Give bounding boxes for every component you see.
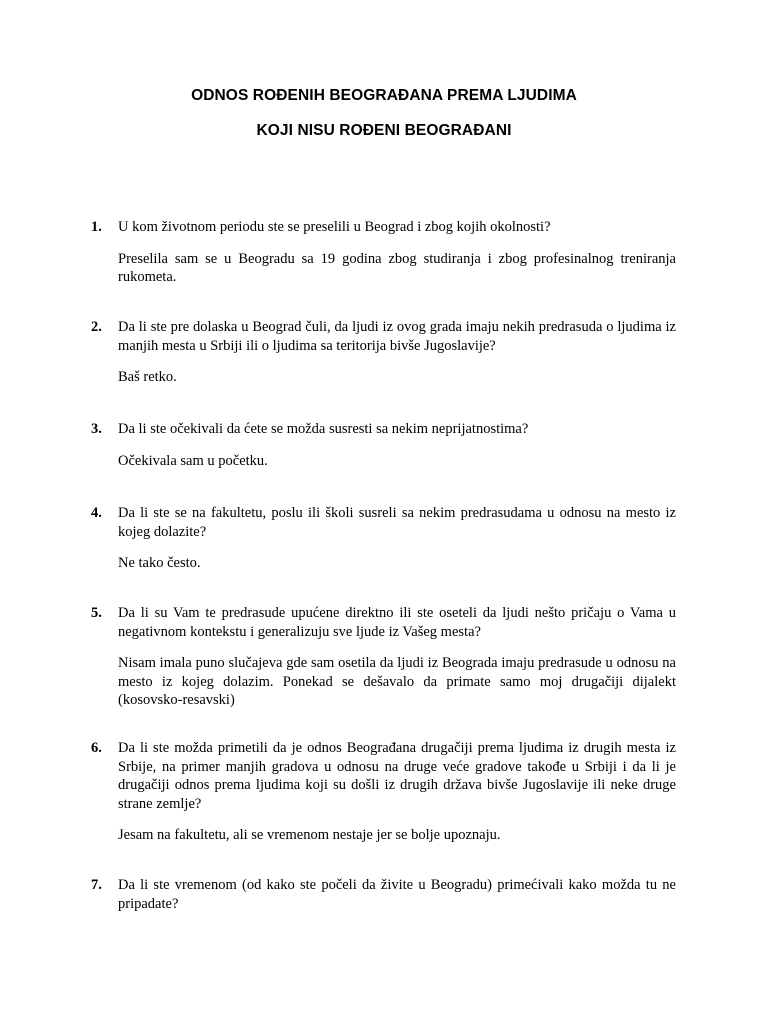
question-item-5	[91, 604, 676, 710]
document-title-line-2: KOJI NISU ROĐENI BEOGRAĐANI	[256, 122, 512, 139]
question-text: Da li ste se na fakultetu, poslu ili školi susreli sa nekim predrasudama u odnosu na mesto iz kojeg dolazite?	[118, 505, 676, 540]
question-text: Da li ste možda primetili da je odnos Beograđana drugačiji prema ljudima iz drugih mesta iz Srbije, na primer manjih gradova u odnosu na druge veće gradove takođe u Srbiji i da li je drugačiji odnos prema ljudima koji su došli iz drugih država bivše Jugoslavije ili neke druge strane zemlje?	[118, 740, 676, 812]
question-item-4	[91, 504, 676, 573]
question-number: 4.	[91, 505, 102, 521]
question-text: Da li ste pre dolaska u Beograd čuli, da ljudi iz ovog grada imaju nekih predrasuda o ljudima iz manjih mesta u Srbiji ili o ljudima sa teritorija bivše Jugoslavije?	[118, 319, 676, 354]
answer-text: Preselila sam se u Beogradu sa 19 godina zbog studiranja i zbog profesinalnog treniranja rukometa.	[118, 250, 676, 285]
question-text: Da li su Vam te predrasude upućene direktno ili ste oseteli da ljudi nešto pričaju o Vama u negativnom kontekstu i generalizuju sve ljude iz Vašeg mesta?	[118, 605, 676, 640]
question-number: 3.	[91, 421, 102, 437]
answer-text: Ne tako često.	[118, 555, 201, 571]
question-number: 1.	[91, 219, 102, 235]
answer-text: Očekivala sam u početku.	[118, 452, 268, 469]
question-number: 2.	[91, 319, 102, 335]
question-item-7	[91, 876, 676, 913]
answer-text: Nisam imala puno slučajeva gde sam osetila da ljudi iz Beograda imaju predrasude u odnosu na mesto iz kojeg dolazim. Ponekad se dešavalo da primate samo moj drugačiji dijalekt (kosovsko-resavski)	[118, 655, 676, 708]
question-number: 6.	[91, 740, 102, 756]
question-item-6	[91, 739, 676, 845]
question-number: 7.	[91, 877, 102, 893]
question-text: U kom životnom periodu ste se preselili u Beograd i zbog kojih okolnosti?	[118, 219, 551, 235]
document-title-line-1: ODNOS ROĐENIH BEOGRAĐANA PREMA LJUDIMA	[191, 87, 577, 104]
answer-text: Jesam na fakultetu, ali se vremenom nestaje jer se bolje upoznaju.	[118, 827, 501, 843]
answer-text: Baš retko.	[118, 369, 177, 385]
question-number: 5.	[91, 605, 102, 621]
question-item-3	[91, 420, 676, 470]
question-item-2	[91, 318, 676, 387]
question-item-1	[91, 218, 676, 287]
question-text: Da li ste očekivali da ćete se možda susresti sa nekim neprijatnostima?	[118, 421, 529, 437]
question-text: Da li ste vremenom (od kako ste počeli da živite u Beogradu) primećivali kako možda tu ne pripadate?	[118, 877, 676, 912]
